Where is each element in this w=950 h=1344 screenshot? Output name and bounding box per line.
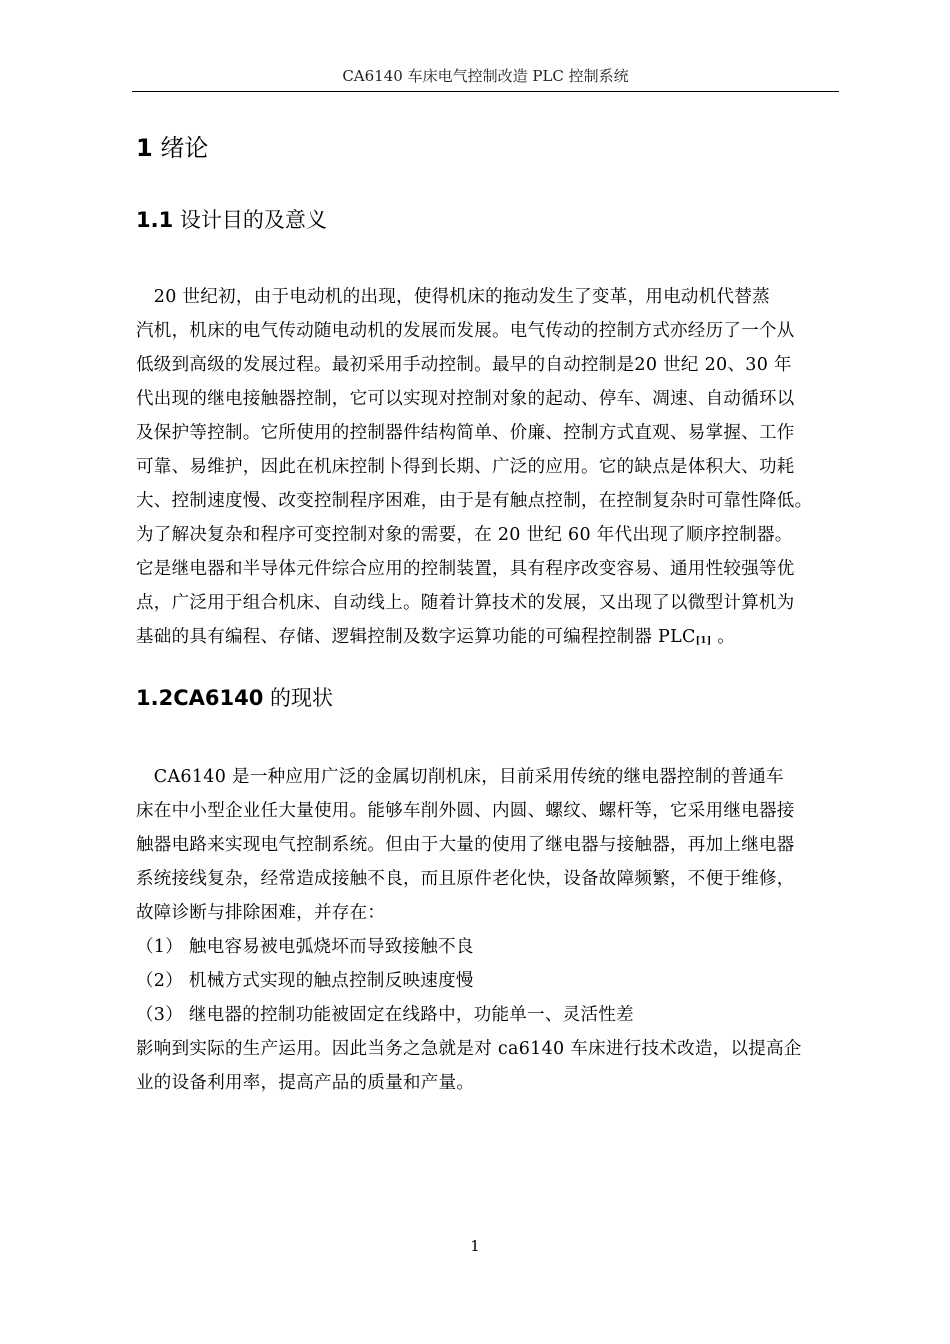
section-1-1-body bbox=[136, 280, 839, 654]
section-number: 1.2CA6140 bbox=[136, 686, 264, 710]
page-number: 1 bbox=[470, 1237, 480, 1255]
body-line: 可靠、易维护，因此在机床控制卜得到长期、广泛的应用。它的缺点是体积大、功耗 bbox=[136, 457, 795, 477]
body-text: 基础的具有编程、存储、逻辑控制及数字运算功能的可编程控制器 PLC bbox=[136, 627, 696, 647]
body-line: 20 世纪初，由于电动机的出现，使得机床的拖动发生了变革，用电动机代替蒸 bbox=[136, 287, 770, 307]
body-line: 它是继电器和半导体元件综合应用的控制装置，具有程序改变容易、通用性较强等优 bbox=[136, 559, 795, 579]
body-line: 为了解决复杂和程序可变控制对象的需要，在 20 世纪 60 年代出现了顺序控制器。 bbox=[136, 525, 793, 545]
body-line: 代出现的继电接触器控制，它可以实现对控制对象的起动、停车、凋速、自动循环以 bbox=[136, 389, 795, 409]
section-number: 1.1 bbox=[136, 208, 174, 232]
section-title: 设计目的及意义 bbox=[179, 208, 327, 232]
list-item: （3） 继电器的控制功能被固定在线路中，功能单一、灵活性差 bbox=[136, 1005, 634, 1025]
body-line: 业的设备利用率，提高产品的质量和产量。 bbox=[136, 1073, 475, 1093]
section-title: 的现状 bbox=[263, 686, 333, 710]
section-heading-1-2 bbox=[136, 683, 333, 713]
body-line-last bbox=[136, 620, 839, 654]
body-line: 大、控制速度慢、改变控制程序困难，由于是有触点控制，在控制复杂时可靠性降低。 bbox=[136, 491, 813, 511]
body-text-end: 。 bbox=[711, 627, 736, 647]
chapter-title: 绪论 bbox=[160, 134, 209, 162]
header-rule bbox=[132, 91, 839, 92]
body-line: 点，广泛用于组合机床、自动线上。随着计算技术的发展，又出现了以微型计算机为 bbox=[136, 593, 795, 613]
citation-ref: [1] bbox=[695, 636, 712, 646]
list-item: （1） 触电容易被电弧烧坏而导致接触不良 bbox=[136, 937, 474, 957]
body-line: 影响到实际的生产运用。因此当务之急就是对 ca6140 车床进行技术改造，以提高企 bbox=[136, 1039, 802, 1059]
running-header: CA6140 车床电气控制改造 PLC 控制系统 bbox=[342, 67, 629, 85]
body-line: 及保护等控制。它所使用的控制器件结构简单、价廉、控制方式直观、易掌握、工作 bbox=[136, 423, 795, 443]
body-line: 低级到高级的发展过程。最初采用手动控制。最早的自动控制是20 世纪 20、30 年 bbox=[136, 355, 792, 375]
body-line: 汽机，机床的电气传动随电动机的发展而发展。电气传动的控制方式亦经历了一个从 bbox=[136, 321, 795, 341]
chapter-number: 1 bbox=[136, 134, 153, 162]
section-1-2-body bbox=[136, 760, 839, 1100]
body-line: 触器电路来实现电气控制系统。但由于大量的使用了继电器与接触器，再加上继电器 bbox=[136, 835, 795, 855]
body-line: 床在中小型企业任大量使用。能够车削外圆、内圆、螺纹、螺杆等，它采用继电器接 bbox=[136, 801, 795, 821]
body-line: CA6140 是一种应用广泛的金属切削机床，目前采用传统的继电器控制的普通车 bbox=[136, 767, 784, 787]
chapter-heading bbox=[136, 131, 208, 165]
list-item: （2） 机械方式实现的触点控制反映速度慢 bbox=[136, 971, 474, 991]
body-line: 系统接线复杂，经常造成接触不良，而且原件老化快，设备故障频繁，不便于维修， bbox=[136, 869, 795, 889]
section-heading-1-1 bbox=[136, 205, 327, 235]
body-line: 故障诊断与排除困难，并存在： bbox=[136, 903, 386, 923]
